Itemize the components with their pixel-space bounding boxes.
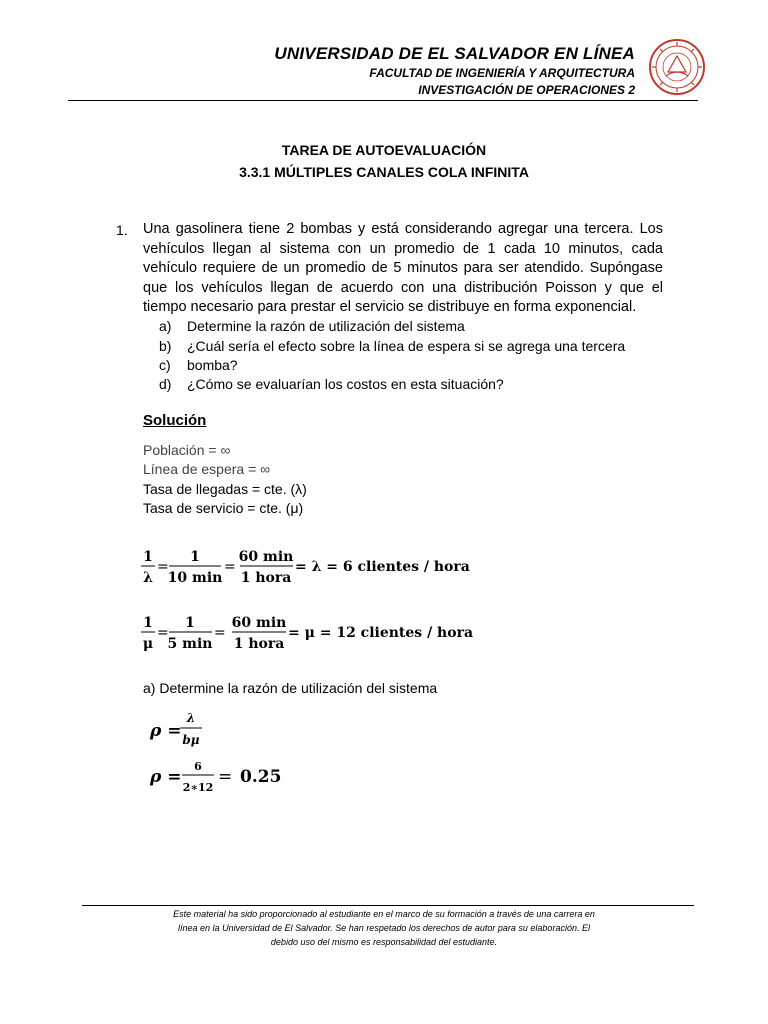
header-divider (68, 100, 698, 101)
option-text: ¿Cómo se evaluarían los costos en esta situación? (187, 376, 504, 392)
footer-line: línea en la Universidad de El Salvador. Se han respetado los derechos de autor para su elaboración. El (178, 923, 590, 933)
solution-heading: Solución (143, 412, 207, 429)
rho-lhs: ρ = (150, 721, 182, 741)
option-c (159, 357, 238, 373)
faculty-name: FACULTAD DE INGENIERÍA Y ARQUITECTURA (369, 66, 635, 80)
footer-disclaimer (100, 907, 668, 949)
rho-equals: = (218, 767, 233, 787)
eq-fraction-denominator: 10 min (167, 570, 223, 586)
eq-fraction-numerator: 60 min (238, 549, 294, 565)
university-seal-logo (648, 38, 706, 96)
given-queue: Línea de espera = ∞ (143, 461, 271, 477)
footer-divider (82, 905, 694, 906)
eq-fraction-numerator: 60 min (231, 615, 287, 631)
eq-fraction-denominator: 5 min (167, 636, 213, 652)
eq-fraction-numerator: 6 (194, 760, 202, 773)
footer-line: debido uso del mismo es responsabilidad del estudiante. (270, 937, 498, 947)
given-population: Población = ∞ (143, 442, 231, 458)
eq-fraction-denominator: λ (143, 570, 153, 586)
eq-result: = μ = 12 clientes / hora (288, 625, 474, 641)
option-text: bomba? (187, 357, 238, 373)
equation-lambda (140, 545, 480, 587)
option-b (159, 338, 625, 354)
given-arrival-rate: Tasa de llegadas = cte. (λ) (143, 481, 307, 497)
equation-rho-value (148, 758, 328, 802)
eq-fraction-denominator: μ (142, 636, 154, 652)
part-a-label: a) Determine la razón de utilización del sistema (143, 680, 438, 696)
option-d (159, 376, 504, 392)
footer-line: Este material ha sido proporcionado al estudiante en el marco de su formación a través de una carrera en (173, 909, 595, 919)
svg-text:=: = (224, 559, 236, 575)
equation-rho-formula (148, 707, 268, 751)
eq-fraction-numerator: 1 (190, 549, 200, 565)
option-text: Determine la razón de utilización del sistema (187, 318, 465, 334)
option-letter: d) (159, 376, 172, 392)
assignment-title: TAREA DE AUTOEVALUACIÓN (281, 142, 487, 158)
eq-fraction-numerator: λ (186, 711, 196, 725)
eq-result: = λ = 6 clientes / hora (295, 559, 470, 575)
option-letter: a) (159, 318, 172, 334)
equation-mu (140, 611, 480, 653)
option-a (159, 318, 465, 334)
problem-statement: Una gasolinera tiene 2 bombas y está considerando agregar una tercera. Los vehículos llegan al sistema con un promedio de 1 cada 10 minutos, cada vehículo requiere de un promedio de 5 minutos para ser atendido. Supóngase que los vehículos llegan de acuerdo con una distribución Poisson y que el tiempo necesario para prestar el servicio se distribuye en forma exponencial. (143, 221, 663, 315)
option-letter: b) (159, 338, 172, 354)
eq-fraction-denominator: 1 hora (240, 570, 292, 586)
svg-text:=: = (157, 559, 169, 575)
eq-fraction-denominator: 2∗12 (182, 781, 214, 794)
given-service-rate: Tasa de servicio = cte. (μ) (143, 500, 304, 516)
eq-fraction-denominator: bμ (182, 733, 200, 747)
rho-lhs: ρ = (150, 767, 182, 787)
eq-fraction-numerator: 1 (143, 549, 153, 565)
eq-fraction-numerator: 1 (143, 615, 153, 631)
svg-text:=: = (157, 625, 169, 641)
problem-number: 1. (116, 222, 128, 238)
option-text: ¿Cuál sería el efecto sobre la línea de espera si se agrega una tercera (187, 338, 626, 354)
eq-fraction-denominator: 1 hora (233, 636, 285, 652)
university-name: UNIVERSIDAD DE EL SALVADOR EN LÍNEA (274, 44, 635, 63)
assignment-subtitle: 3.3.1 MÚLTIPLES CANALES COLA INFINITA (239, 164, 529, 180)
rho-result: 0.25 (240, 767, 282, 787)
svg-text:=: = (214, 625, 226, 641)
eq-fraction-numerator: 1 (185, 615, 195, 631)
course-name: INVESTIGACIÓN DE OPERACIONES 2 (418, 83, 635, 97)
option-letter: c) (159, 357, 171, 373)
